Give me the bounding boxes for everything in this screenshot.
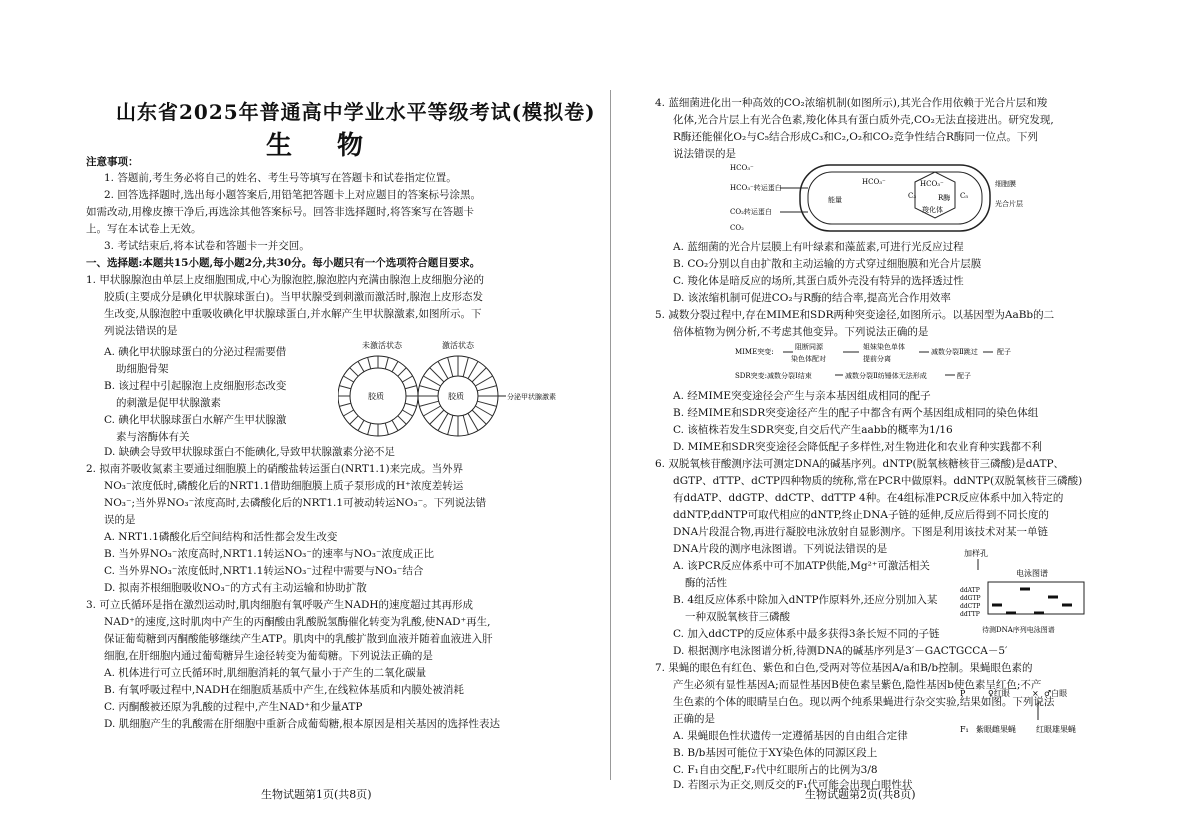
notes-line: 2. 回答选择题时,选出每小题答案后,用铅笔把答题卡上对应题目的答案标号涂黑。 [104, 189, 482, 201]
c3-label: C₃ [908, 192, 917, 200]
early-label: 提前分离 [863, 355, 891, 363]
follicle-cell-wall [472, 410, 486, 424]
notes-line: 上。写在本试卷上无效。 [86, 223, 202, 235]
follicle-cell-wall [405, 386, 417, 389]
follicle-cell-wall [472, 368, 486, 382]
active-label: 激活状态 [442, 341, 474, 350]
follicle-cell-wall [463, 415, 468, 434]
question-stem: 2. 拟南芥吸收氮素主要通过细胞膜上的硝酸盐转运蛋白(NRT1.1)来完成。当外界 [86, 463, 464, 475]
option: A. 该PCR反应体系中可不加ATP供能,Mg²⁺可激活相关 [673, 560, 930, 572]
option: D. 拟南芥根细胞吸收NO₃⁻的方式有主动运输和协助扩散 [104, 582, 367, 594]
question-stem: 5. 减数分裂过程中,存在MIME和SDR两种突变途径,如图所示。以基因型为AaBb的二 [655, 309, 1055, 321]
m2skip-label: 减数分裂Ⅱ跳过 [931, 348, 978, 356]
f1-label: F₁ [960, 725, 969, 734]
hco3-inner-label: HCO₃⁻ [862, 178, 886, 186]
question-stem: 生改变,从腺泡腔中重吸收碘化甲状腺球蛋白,并水解产生甲状腺激素,如图所示。下 [104, 308, 482, 320]
follicle-cell-wall [475, 406, 492, 416]
mime-label: MIME突变: [735, 348, 774, 356]
follicle-cell-wall [475, 376, 492, 386]
option: D. 根据测序电泳图谱分析,待测DNA的碱基序列是3′－GACTGCCA－5′ [673, 645, 1008, 657]
option: C. 碘化甲状腺球蛋白水解产生甲状腺激 [104, 414, 287, 426]
question-stem: 7. 果蝇的眼色有红色、紫色和白色,受两对等位基因A/a和B/b控制。果蝇眼色素的 [655, 662, 1033, 674]
notes-line: 如需改动,用橡皮擦干净后,再选涂其他答案标号。回答非选择题时,将答案写在答题卡 [86, 206, 475, 218]
option: A. NRT1.1磷酸化后空间结构和活性都会发生改变 [104, 531, 338, 543]
f1-female-label: 紫眼雌果蝇 [976, 725, 1016, 734]
option: C. 加入ddCTP的反应体系中最多获得3条长短不同的子链 [673, 628, 940, 640]
option: B. 经MIME和SDR突变途径产生的配子中都含有两个基因组成相同的染色体组 [673, 407, 1039, 419]
co2-label: CO₂ [730, 224, 744, 232]
option: C. 当外界NO₃⁻浓度低时,NRT1.1转运NO₃⁻过程中需要与NO₃⁻结合 [104, 565, 424, 577]
follicle-cell-wall [398, 416, 406, 424]
option: C. 羧化体是暗反应的场所,其蛋白质外壳没有特异的选择透过性 [673, 275, 964, 287]
option: 素与溶酶体有关 [116, 431, 190, 443]
lane-label: ddCTP [960, 603, 981, 610]
lane-label: ddTTP [960, 611, 980, 618]
option: A. 蓝细菌的光合片层膜上有叶绿素和藻蓝素,可进行光反应过程 [673, 241, 964, 253]
sdr-label: SDR突变:减数分裂Ⅰ结束 [735, 372, 812, 380]
follicle-cell-wall [477, 386, 496, 391]
follicle-cell-wall [419, 401, 438, 406]
thyroid-follicle-figure [338, 336, 558, 442]
carboxysome-label: 羧化体 [922, 206, 943, 214]
follicle-cell-wall [423, 406, 440, 416]
notes-line: 1. 答题前,考生务必将自己的姓名、考生号等填写在答题卡和试卷指定位置。 [104, 172, 457, 184]
option: C. F₁自由交配,F₂代中红眼所占的比例为3/8 [673, 764, 878, 776]
block-label: 阻断同源 [795, 343, 823, 351]
cross-symbol: × [1032, 689, 1039, 698]
follicle-cell-wall [368, 357, 371, 369]
lamella-label: 光合片层 [995, 200, 1023, 208]
page-2 [655, 0, 1175, 831]
sister-label: 姐妹染色单体 [863, 343, 905, 351]
follicle-cell-wall [405, 403, 417, 406]
lane-label: ddATP [960, 587, 980, 594]
question-stem: 正确的是 [673, 713, 715, 725]
follicle-cell-wall [402, 410, 412, 416]
follicle-cell-wall [398, 368, 406, 376]
question-stem: NAD⁺的速度,这时肌肉中产生的丙酮酸由乳酸脱氢酶催化转变为乳酸,使NAD⁺再生, [104, 616, 491, 628]
question-stem: 说法错误的是 [673, 148, 736, 160]
option: 助细胞骨架 [116, 363, 169, 375]
option: B. 4组反应体系中除加入dNTP作原料外,还应分别加入某 [673, 594, 938, 606]
gamete-label: 配子 [997, 348, 1011, 356]
colloid-label: 胶质 [368, 392, 384, 401]
membrane-label: 细胞膜 [995, 180, 1016, 188]
option: B. 有氧呼吸过程中,NADH在细胞质基质中产生,在线粒体基质和内膜处被消耗 [104, 684, 464, 696]
question-stem: 保证葡萄糖到丙酮酸能够继续产生ATP。肌肉中的乳酸扩散到血液并随着血液进入肝 [104, 633, 493, 645]
follicle-cell-wall [350, 368, 358, 376]
follicle-cell-wall [423, 376, 440, 386]
option: D. MIME和SDR突变途径会降低配子多样性,对生物进化和农业育种实践都不利 [673, 441, 1042, 453]
lane-label: ddGTP [960, 595, 981, 602]
follicle-cell-wall [343, 410, 353, 416]
c5-label: C₅ [960, 192, 969, 200]
option: A. 碘化甲状腺球蛋白的分泌过程需要借 [104, 346, 287, 358]
follicle-cell-wall [339, 386, 351, 389]
option: D. 该浓缩机制可促进CO₂与R酶的结合率,提高光合作用效率 [673, 292, 951, 304]
pairing-label: 染色体配对 [791, 355, 826, 363]
question-stem: 生色素的个体的眼睛呈白色。现以两个纯系果蝇进行杂交实验,结果如图。下列说法 [673, 696, 1055, 708]
question-stem: 列说法错误的是 [104, 325, 178, 337]
p-label: P [960, 689, 966, 698]
option: D. 肌细胞产生的乳酸需在肝细胞中重新合成葡萄糖,根本原因是相关基因的选择性表达 [104, 718, 501, 730]
follicle-cell-wall [438, 413, 448, 430]
energy-label: 能量 [828, 196, 842, 204]
notes-heading: 注意事项： [86, 156, 139, 168]
follicle-cell-wall [350, 416, 358, 424]
co2-transporter-label: CO₂转运蛋白 [730, 208, 772, 216]
gel-label: 电泳图谱 [1016, 569, 1048, 578]
option: C. 丙酮酸被还原为乳酸的过程中,产生NAD⁺和少量ATP [104, 701, 363, 713]
question-stem: NO₃⁻浓度低时,磷酸化后的NRT1.1借助细胞膜上质子泵形成的H⁺浓度差转运 [104, 480, 464, 492]
question-stem: NO₃⁻;当外界NO₃⁻浓度高时,去磷酸化后的NRT1.1可被动转运NO₃⁻。下列说法错 [104, 497, 487, 509]
option: B. B/b基因可能位于XY染色体的同源区段上 [673, 747, 878, 759]
option: B. 该过程中引起腺泡上皮细胞形态改变 [104, 380, 287, 392]
question-stem: 产生必须有显性基因A;而显性基因B使色素呈紫色,隐性基因b使色素呈红色;不产 [673, 679, 1042, 691]
question-stem: 细胞,在肝细胞内通过葡萄糖异生途径转变为葡萄糖。下列说法正确的是 [104, 650, 433, 662]
hco3-transporter-label: HCO₃⁻转运蛋白 [730, 184, 782, 192]
question-stem: 化体,光合片层上有光合色素,羧化体具有蛋白质外壳,CO₂无法直接进出。研究发现, [673, 114, 1054, 126]
follicle-cell-wall [448, 415, 453, 434]
follicle-cell-wall [402, 376, 412, 382]
question-stem: 6. 双脱氧核苷酸测序法可测定DNA的碱基序列。dNTP(脱氧核糖核苷三磷酸)是dATP、 [655, 458, 1065, 470]
question-stem: 3. 可立氏循环是指在激烈运动时,肌肉细胞有氧呼吸产生NADH的速度超过其再形成 [86, 599, 474, 611]
m2fail-label: 减数分裂Ⅱ纺锤体无法形成 [845, 372, 927, 380]
female-red-label: ♀红眼 [988, 689, 1010, 698]
section-heading: 一、选择题:本题共15小题,每小题2分,共30分。每小题只有一个选项符合题目要求。 [86, 257, 481, 269]
meiosis-pathway-figure [735, 342, 1035, 386]
option: 一种双脱氧核苷三磷酸 [685, 611, 790, 623]
page-1 [86, 0, 596, 831]
follicle-cell-wall [343, 376, 353, 382]
follicle-cell-wall [339, 403, 351, 406]
inactive-label: 未激活状态 [362, 341, 402, 350]
subject-title: 生 物 [266, 131, 382, 161]
notes-line: 3. 考试结束后,将本试卷和答题卡一并交回。 [104, 240, 310, 252]
question-stem: ddNTP,ddNTP可取代相应的dNTP,终止DNA子链的延伸,反应后得到不同长度的 [673, 509, 1049, 521]
question-stem: 1. 甲状腺腺泡由单层上皮细胞围成,中心为腺泡腔,腺泡腔内充满由腺泡上皮细胞分泌的 [86, 274, 485, 286]
follicle-cell-wall [468, 413, 478, 430]
question-stem: R酶还能催化O₂与C₅结合形成C₃和C₂,O₂和CO₂竞争性结合R酶同一位点。下列 [673, 131, 1038, 143]
option: 的刺激是促甲状腺激素 [116, 397, 221, 409]
follicle-cell-wall [448, 357, 453, 376]
question-stem: DNA片段的测序电泳图谱。下列说法错误的是 [673, 543, 888, 555]
follicle-cell-wall [430, 410, 444, 424]
hco3-carbox-label: HCO₃⁻ [920, 180, 944, 188]
cyanobacteria-figure [730, 160, 1040, 236]
question-stem: dGTP、dTTP、dCTP四种物质的统称,常在PCR中做原料。ddNTP(双脱氧核苷三磷酸) [673, 475, 1083, 487]
question-stem: 4. 蓝细菌进化出一种高效的CO₂浓缩机制(如图所示),其光合作用依赖于光合片层和羧 [655, 97, 1048, 109]
question-stem: DNA片段混合物,再进行凝胶电泳放射自显影测序。下图是利用该技术对某一单链 [673, 526, 1049, 538]
option: B. 当外界NO₃⁻浓度高时,NRT1.1转运NO₃⁻的速率与NO₃⁻浓度成正比 [104, 548, 434, 560]
option: D. 若图示为正交,则反交的F₁代可能会出现白眼性状 [673, 779, 913, 791]
option: A. 机体进行可立氏循环时,肌细胞消耗的氧气量小于产生的二氧化碳量 [104, 667, 427, 679]
gel-electrophoresis-figure [960, 548, 1090, 640]
hco3-label: HCO₃⁻ [730, 164, 754, 172]
option: A. 经MIME突变途径会产生与亲本基因组成相同的配子 [673, 390, 931, 402]
follicle-cell-wall [385, 357, 388, 369]
option: 酶的活性 [685, 577, 727, 589]
question-stem: 误的是 [104, 514, 136, 526]
follicle-cell-wall [392, 420, 398, 430]
follicle-cell-wall [358, 361, 364, 371]
option: C. 该植株若发生SDR突变,自交后代产生aabb的概率为1/16 [673, 424, 953, 436]
male-white-label: ♂白眼 [1044, 689, 1068, 698]
question-stem: 有ddATP、ddGTP、ddCTP、ddTTP 4种。在4组标准PCR反应体系中加入特定的 [673, 492, 1064, 504]
follicle-cell-wall [385, 423, 388, 435]
follicle-cell-wall [392, 361, 398, 371]
well-label: 加样孔 [964, 549, 988, 558]
follicle-cell-wall [463, 357, 468, 376]
colloid-label-2: 胶质 [448, 392, 464, 401]
gel-caption: 待测DNA序列电泳图谱 [982, 626, 1055, 634]
option: A. 果蝇眼色性状遗传一定遵循基因的自由组合定律 [673, 730, 908, 742]
follicle-cell-wall [468, 361, 478, 378]
question-stem: 胶质(主要成分是碘化甲状腺球蛋白)。当甲状腺受到刺激而激活时,腺泡上皮形态发 [104, 291, 484, 303]
question-stem: 倍体植物为例分析,不考虑其他变异。下列说法正确的是 [673, 326, 929, 338]
follicle-cell-wall [438, 361, 448, 378]
follicle-cell-wall [430, 368, 444, 382]
page-footer: 生物试题第2页(共8页) [805, 788, 916, 801]
page-footer: 生物试题第1页(共8页) [261, 788, 372, 801]
f1-male-label: 红眼雄果蝇 [1036, 725, 1076, 734]
follicle-cell-wall [358, 420, 364, 430]
option: D. 缺碘会导致甲状腺球蛋白不能碘化,导致甲状腺激素分泌不足 [104, 446, 396, 458]
follicle-cell-wall [419, 386, 438, 391]
r-enzyme-label: R酶 [938, 194, 951, 202]
gamete-label-2: 配子 [957, 372, 971, 380]
follicle-cell-wall [368, 423, 371, 435]
follicle-cell-wall [477, 401, 496, 406]
option: B. CO₂分别以自由扩散和主动运输的方式穿过细胞膜和光合片层膜 [673, 258, 982, 270]
exam-title: 山东省2025年普通高中学业水平等级考试(模拟卷) [116, 100, 596, 124]
page-divider [610, 90, 611, 780]
fly-cross-figure [960, 684, 1090, 740]
secretion-label: 分泌甲状腺激素 [507, 393, 556, 401]
